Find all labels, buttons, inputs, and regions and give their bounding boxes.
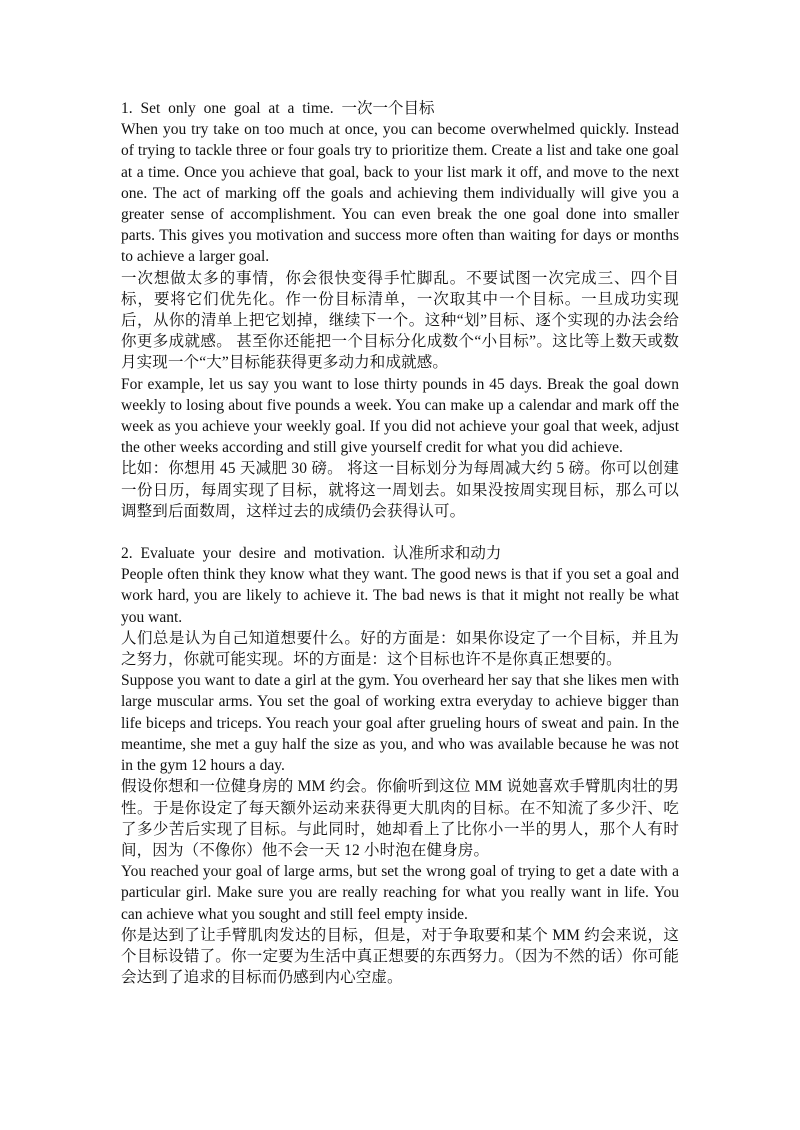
paragraph-english: For example, let us say you want to lose thirty pounds in 45 days. Break the goal down weekly to losing about five pounds a week. You can make up a calendar and mark off the week as you achieve your weekly goal. If you did not achieve your goal that week, adjust the other weeks according and still give yourself credit for what you did achieve. bbox=[121, 375, 679, 457]
paragraph-chinese: 假设你想和一位健身房的 MM 约会。你偷听到这位 MM 说她喜欢手臂肌肉壮的男性。于是你设定了每天额外运动来获得更大肌肉的目标。在不知流了多少汗、吃了多少苦后实现了目标。与此同时，她却看上了比你小一半的男人，那个人有时间，因为（不像你）他不会一天 12 小时泡在健身房。 bbox=[121, 778, 679, 859]
section-set-one-goal bbox=[121, 98, 679, 522]
section-heading: 2. Evaluate your desire and motivation. 认准所求和动力 bbox=[121, 545, 502, 563]
paragraph-chinese: 你是达到了让手臂肌肉发达的目标，但是，对于争取要和某个 MM 约会来说，这个目标设错了。你一定要为生活中真正想要的东西努力。（因为不然的话）你可能会达到了追求的目标而仍感到内心空虚。 bbox=[121, 926, 679, 987]
document-page bbox=[121, 98, 679, 988]
paragraph-chinese: 比如：你想用 45 天减肥 30 磅。 将这一目标划分为每周减大约 5 磅。你可以创建一份日历，每周实现了目标，就将这一周划去。如果没按周实现目标，那么可以调整到后面数周，这样过去的成绩仍会获得认可。 bbox=[121, 460, 679, 520]
paragraph-english: You reached your goal of large arms, but set the wrong goal of trying to get a date with a particular girl. Make sure you are really reaching for what you really want in life. You can achieve what you sought and still feel empty inside. bbox=[121, 863, 679, 923]
paragraph-english: When you try take on too much at once, you can become overwhelmed quickly. Instead of trying to tackle three or four goals try to prioritize them. Create a list and take one goal at a time. Once you achieve that goal, back to your list mark it off, and move to the next one. The act of marking off the goals and achieving them individually will give you a greater sense of accomplishment. You can even break the one goal done into smaller parts. This gives you motivation and success more often than waiting for days or months to achieve a larger goal. bbox=[121, 121, 679, 266]
paragraph-english: Suppose you want to date a girl at the gym. You overheard her say that she likes men with large muscular arms. You set the goal of working extra everyday to achieve bigger than life biceps and triceps. You reach your goal after grueling hours of sweat and pain. In the meantime, she met a guy half the size as you, and who was available because he was not in the gym 12 hours a day. bbox=[121, 672, 679, 775]
paragraph-chinese: 一次想做太多的事情，你会很快变得手忙脚乱。不要试图一次完成三、四个目标，要将它们优先化。作一份目标清单，一次取其中一个目标。一旦成功实现后，从你的清单上把它划掉，继续下一个。这种“划”目标、逐个实现的办法会给你更多成就感。 甚至你还能把一个目标分化成数个“小目标”。这比等上数天或数月实现一个“大”目标能获得更多动力和成就感。 bbox=[121, 269, 679, 372]
section-heading: 1. Set only one goal at a time. 一次一个目标 bbox=[121, 100, 435, 117]
paragraph-english: People often think they know what they want. The good news is that if you set a goal and work hard, you are likely to achieve it. The bad news is that it might not really be what you want. bbox=[121, 566, 679, 626]
section-evaluate-desire bbox=[121, 543, 679, 988]
paragraph-chinese: 人们总是认为自己知道想要什么。好的方面是：如果你设定了一个目标，并且为之努力，你就可能实现。坏的方面是：这个目标也许不是你真正想要的。 bbox=[121, 629, 679, 669]
